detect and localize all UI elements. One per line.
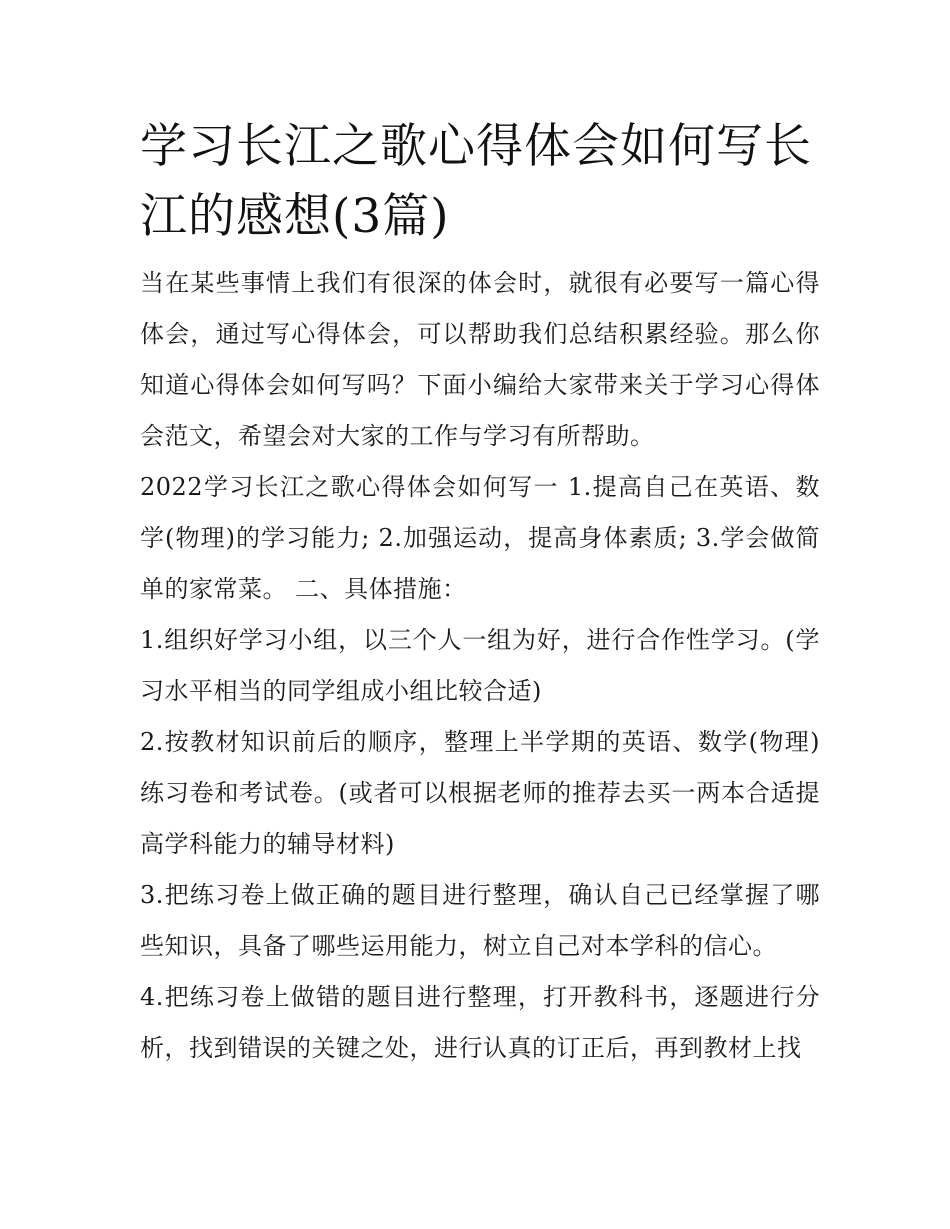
paragraph-intro: 当在某些事情上我们有很深的体会时，就很有必要写一篇心得体会，通过写心得体会，可以帮助我们总结积累经验。那么你知道心得体会如何写吗？下面小编给大家带来关于学习心得体会范文，希望会对大家的工作与学习有所帮助。	[140, 269, 820, 450]
document-page	[140, 112, 820, 1074]
paragraph-measure-3: 3.把练习卷上做正确的题目进行整理，确认自己已经掌握了哪些知识，具备了哪些运用能力，树立自己对本学科的信心。	[140, 881, 820, 960]
paragraph-measure-4: 4.把练习卷上做错的题目进行整理，打开教科书，逐题进行分析，找到错误的关键之处，进行认真的订正后，再到教材上找	[140, 983, 820, 1062]
document-title: 学习长江之歌心得体会如何写长江的感想(3篇)	[140, 119, 812, 244]
paragraph-measure-2: 2.按教材知识前后的顺序，整理上半学期的英语、数学(物理)练习卷和考试卷。(或者可以根据老师的推荐去买一两本合适提高学科能力的辅导材料)	[140, 728, 820, 858]
paragraph-measure-1: 1.组织好学习小组，以三个人一组为好，进行合作性学习。(学习水平相当的同学组成小组比较合适)	[140, 626, 820, 705]
paragraph-goals: 2022学习长江之歌心得体会如何写一 1.提高自己在英语、数学(物理)的学习能力; 2.加强运动，提高身体素质; 3.学会做简单的家常菜。 二、具体措施：	[140, 473, 820, 603]
